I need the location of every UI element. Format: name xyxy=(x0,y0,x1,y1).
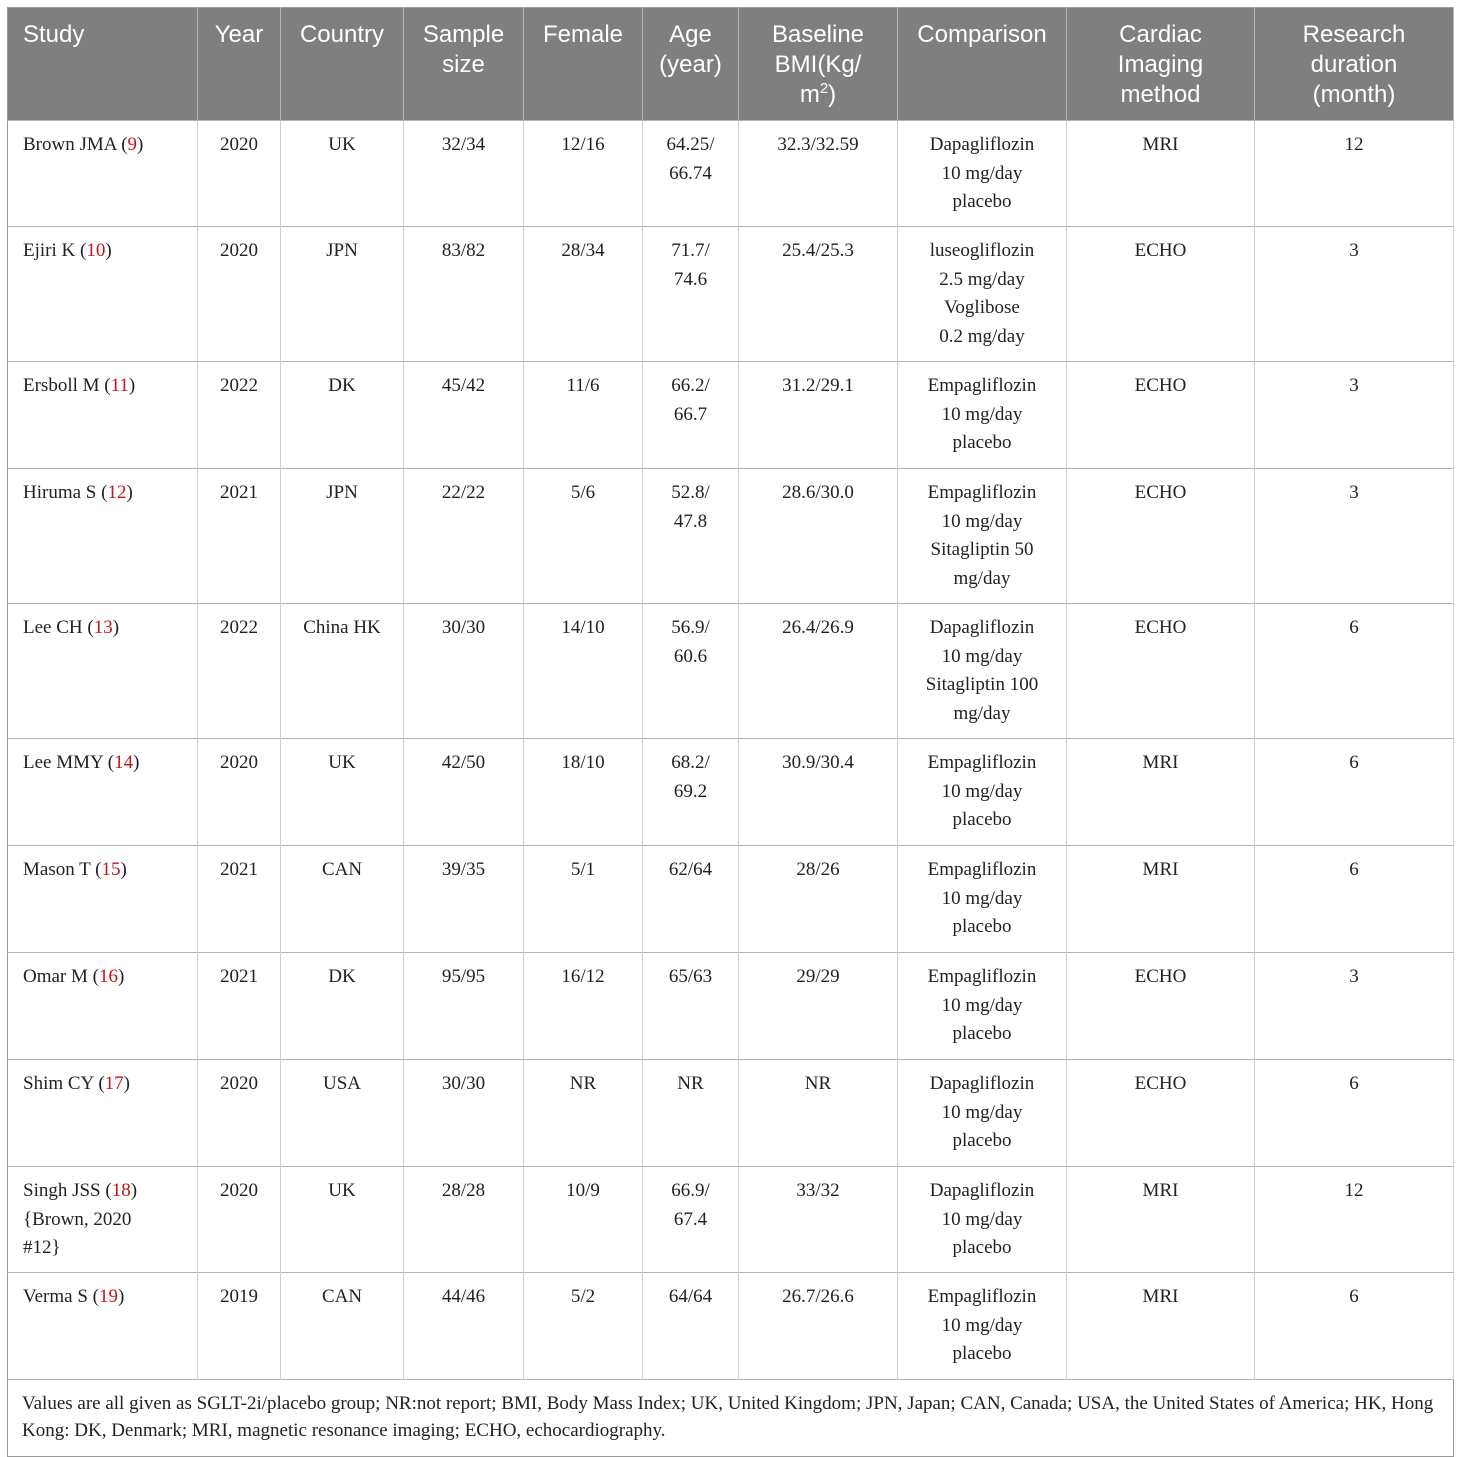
cell-duration: 3 xyxy=(1255,227,1454,362)
cell-year: 2022 xyxy=(198,362,281,469)
table-row xyxy=(8,1060,1454,1167)
cell-sample-size: 95/95 xyxy=(404,953,524,1060)
reference-link[interactable]: 14 xyxy=(114,752,134,773)
cell-study: Omar M (16) xyxy=(8,953,198,1060)
reference-link[interactable]: 19 xyxy=(98,1286,118,1307)
cell-bmi: 29/29 xyxy=(739,953,898,1060)
cell-bmi: 30.9/30.4 xyxy=(739,739,898,846)
cell-comparison: luseogliflozin 2.5 mg/day Voglibose 0.2 mg/day xyxy=(898,227,1067,362)
cell-duration: 12 xyxy=(1255,121,1454,227)
header-study: Study xyxy=(8,8,198,121)
cell-comparison: Empagliflozin 10 mg/day placebo xyxy=(898,953,1067,1060)
cell-age: 62/64 xyxy=(643,846,739,953)
cell-age: NR xyxy=(643,1060,739,1167)
cell-duration: 6 xyxy=(1255,604,1454,739)
cell-imaging: MRI xyxy=(1067,121,1255,227)
cell-imaging: MRI xyxy=(1067,739,1255,846)
cell-duration: 3 xyxy=(1255,362,1454,469)
table-row xyxy=(8,121,1454,227)
cell-year: 2022 xyxy=(198,604,281,739)
header-sample-size: Sample size xyxy=(404,8,524,121)
cell-comparison: Empagliflozin 10 mg/day placebo xyxy=(898,362,1067,469)
reference-link[interactable]: 13 xyxy=(93,617,113,638)
cell-age: 71.7/ 74.6 xyxy=(643,227,739,362)
table-footnote: Values are all given as SGLT-2i/placebo group; NR:not report; BMI, Body Mass Index; UK, United Kingdom; JPN, Japan; CAN, Canada; USA, the United States of America; HK, Hong Kong: DK, Denmark; MRI, magnetic resonance imaging; ECHO, echocardiography. xyxy=(8,1380,1454,1457)
cell-duration: 6 xyxy=(1255,1060,1454,1167)
cell-country: JPN xyxy=(281,227,404,362)
cell-comparison: Dapagliflozin 10 mg/day placebo xyxy=(898,121,1067,227)
cell-age: 65/63 xyxy=(643,953,739,1060)
table-row xyxy=(8,739,1454,846)
cell-comparison: Dapagliflozin 10 mg/day placebo xyxy=(898,1167,1067,1273)
cell-year: 2020 xyxy=(198,1060,281,1167)
cell-imaging: MRI xyxy=(1067,846,1255,953)
cell-year: 2019 xyxy=(198,1273,281,1380)
table-row xyxy=(8,846,1454,953)
cell-female: 12/16 xyxy=(524,121,643,227)
reference-link[interactable]: 11 xyxy=(110,375,129,396)
table-row xyxy=(8,362,1454,469)
cell-duration: 6 xyxy=(1255,739,1454,846)
table-row xyxy=(8,604,1454,739)
table-row xyxy=(8,1273,1454,1380)
cell-year: 2020 xyxy=(198,121,281,227)
cell-imaging: ECHO xyxy=(1067,362,1255,469)
cell-country: DK xyxy=(281,953,404,1060)
cell-comparison: Dapagliflozin 10 mg/day Sitagliptin 100 mg/day xyxy=(898,604,1067,739)
header-bmi: Baseline BMI(Kg/ $m^2$) xyxy=(739,8,898,121)
cell-country: CAN xyxy=(281,1273,404,1380)
cell-bmi: 28/26 xyxy=(739,846,898,953)
reference-link[interactable]: 16 xyxy=(98,966,118,987)
cell-imaging: ECHO xyxy=(1067,953,1255,1060)
cell-bmi: 31.2/29.1 xyxy=(739,362,898,469)
cell-country: USA xyxy=(281,1060,404,1167)
cell-sample-size: 28/28 xyxy=(404,1167,524,1273)
table-row xyxy=(8,1167,1454,1273)
cell-sample-size: 32/34 xyxy=(404,121,524,227)
cell-female: 18/10 xyxy=(524,739,643,846)
studies-table xyxy=(7,7,1454,1457)
header-imaging: Cardiac Imaging method xyxy=(1067,8,1255,121)
cell-year: 2020 xyxy=(198,739,281,846)
cell-study: Mason T (15) xyxy=(8,846,198,953)
cell-study: Ejiri K (10) xyxy=(8,227,198,362)
cell-country: China HK xyxy=(281,604,404,739)
cell-duration: 12 xyxy=(1255,1167,1454,1273)
cell-sample-size: 45/42 xyxy=(404,362,524,469)
cell-female: 10/9 xyxy=(524,1167,643,1273)
header-row xyxy=(8,8,1454,121)
cell-comparison: Empagliflozin 10 mg/day placebo xyxy=(898,1273,1067,1380)
cell-bmi: 26.4/26.9 xyxy=(739,604,898,739)
cell-bmi: 25.4/25.3 xyxy=(739,227,898,362)
reference-link[interactable]: 15 xyxy=(101,859,121,880)
cell-study: Lee MMY (14) xyxy=(8,739,198,846)
table-row xyxy=(8,469,1454,604)
cell-imaging: ECHO xyxy=(1067,604,1255,739)
cell-sample-size: 22/22 xyxy=(404,469,524,604)
cell-age: 66.9/ 67.4 xyxy=(643,1167,739,1273)
cell-sample-size: 39/35 xyxy=(404,846,524,953)
cell-study: Singh JSS (18) {Brown, 2020 #12} xyxy=(8,1167,198,1273)
cell-comparison: Empagliflozin 10 mg/day placebo xyxy=(898,846,1067,953)
cell-bmi: 32.3/32.59 xyxy=(739,121,898,227)
header-country: Country xyxy=(281,8,404,121)
cell-country: UK xyxy=(281,1167,404,1273)
header-duration: Research duration (month) xyxy=(1255,8,1454,121)
cell-female: 28/34 xyxy=(524,227,643,362)
cell-study: Brown JMA (9) xyxy=(8,121,198,227)
cell-duration: 3 xyxy=(1255,953,1454,1060)
table-row xyxy=(8,227,1454,362)
cell-year: 2020 xyxy=(198,1167,281,1273)
cell-bmi: NR xyxy=(739,1060,898,1167)
reference-link[interactable]: 9 xyxy=(127,134,138,155)
cell-year: 2021 xyxy=(198,953,281,1060)
cell-female: 5/2 xyxy=(524,1273,643,1380)
header-age: Age (year) xyxy=(643,8,739,121)
cell-bmi: 28.6/30.0 xyxy=(739,469,898,604)
cell-study: Ersboll M (11) xyxy=(8,362,198,469)
cell-country: UK xyxy=(281,739,404,846)
cell-imaging: ECHO xyxy=(1067,1060,1255,1167)
cell-study: Lee CH (13) xyxy=(8,604,198,739)
header-female: Female xyxy=(524,8,643,121)
reference-link[interactable]: 18 xyxy=(111,1180,131,1201)
table-row xyxy=(8,953,1454,1060)
cell-country: JPN xyxy=(281,469,404,604)
cell-age: 64/64 xyxy=(643,1273,739,1380)
reference-link[interactable]: 17 xyxy=(104,1073,124,1094)
cell-duration: 6 xyxy=(1255,846,1454,953)
cell-comparison: Dapagliflozin 10 mg/day placebo xyxy=(898,1060,1067,1167)
cell-female: 11/6 xyxy=(524,362,643,469)
cell-age: 64.25/ 66.74 xyxy=(643,121,739,227)
reference-link[interactable]: 10 xyxy=(86,240,106,261)
cell-study: Hiruma S (12) xyxy=(8,469,198,604)
reference-link[interactable]: 12 xyxy=(107,482,127,503)
cell-year: 2021 xyxy=(198,469,281,604)
cell-country: UK xyxy=(281,121,404,227)
header-year: Year xyxy=(198,8,281,121)
cell-imaging: MRI xyxy=(1067,1273,1255,1380)
cell-comparison: Empagliflozin 10 mg/day placebo xyxy=(898,739,1067,846)
cell-duration: 6 xyxy=(1255,1273,1454,1380)
cell-study: Verma S (19) xyxy=(8,1273,198,1380)
header-comparison: Comparison xyxy=(898,8,1067,121)
cell-country: DK xyxy=(281,362,404,469)
cell-country: CAN xyxy=(281,846,404,953)
cell-age: 56.9/ 60.6 xyxy=(643,604,739,739)
cell-bmi: 26.7/26.6 xyxy=(739,1273,898,1380)
footnote-row xyxy=(8,1380,1454,1457)
cell-sample-size: 44/46 xyxy=(404,1273,524,1380)
cell-female: 5/1 xyxy=(524,846,643,953)
cell-imaging: ECHO xyxy=(1067,227,1255,362)
cell-year: 2021 xyxy=(198,846,281,953)
cell-comparison: Empagliflozin 10 mg/day Sitagliptin 50 mg/day xyxy=(898,469,1067,604)
cell-sample-size: 30/30 xyxy=(404,1060,524,1167)
cell-sample-size: 42/50 xyxy=(404,739,524,846)
cell-age: 52.8/ 47.8 xyxy=(643,469,739,604)
cell-year: 2020 xyxy=(198,227,281,362)
cell-imaging: ECHO xyxy=(1067,469,1255,604)
cell-age: 66.2/ 66.7 xyxy=(643,362,739,469)
cell-bmi: 33/32 xyxy=(739,1167,898,1273)
cell-age: 68.2/ 69.2 xyxy=(643,739,739,846)
cell-female: 16/12 xyxy=(524,953,643,1060)
cell-sample-size: 83/82 xyxy=(404,227,524,362)
cell-female: 5/6 xyxy=(524,469,643,604)
cell-female: NR xyxy=(524,1060,643,1167)
cell-female: 14/10 xyxy=(524,604,643,739)
cell-duration: 3 xyxy=(1255,469,1454,604)
cell-sample-size: 30/30 xyxy=(404,604,524,739)
cell-imaging: MRI xyxy=(1067,1167,1255,1273)
cell-study: Shim CY (17) xyxy=(8,1060,198,1167)
